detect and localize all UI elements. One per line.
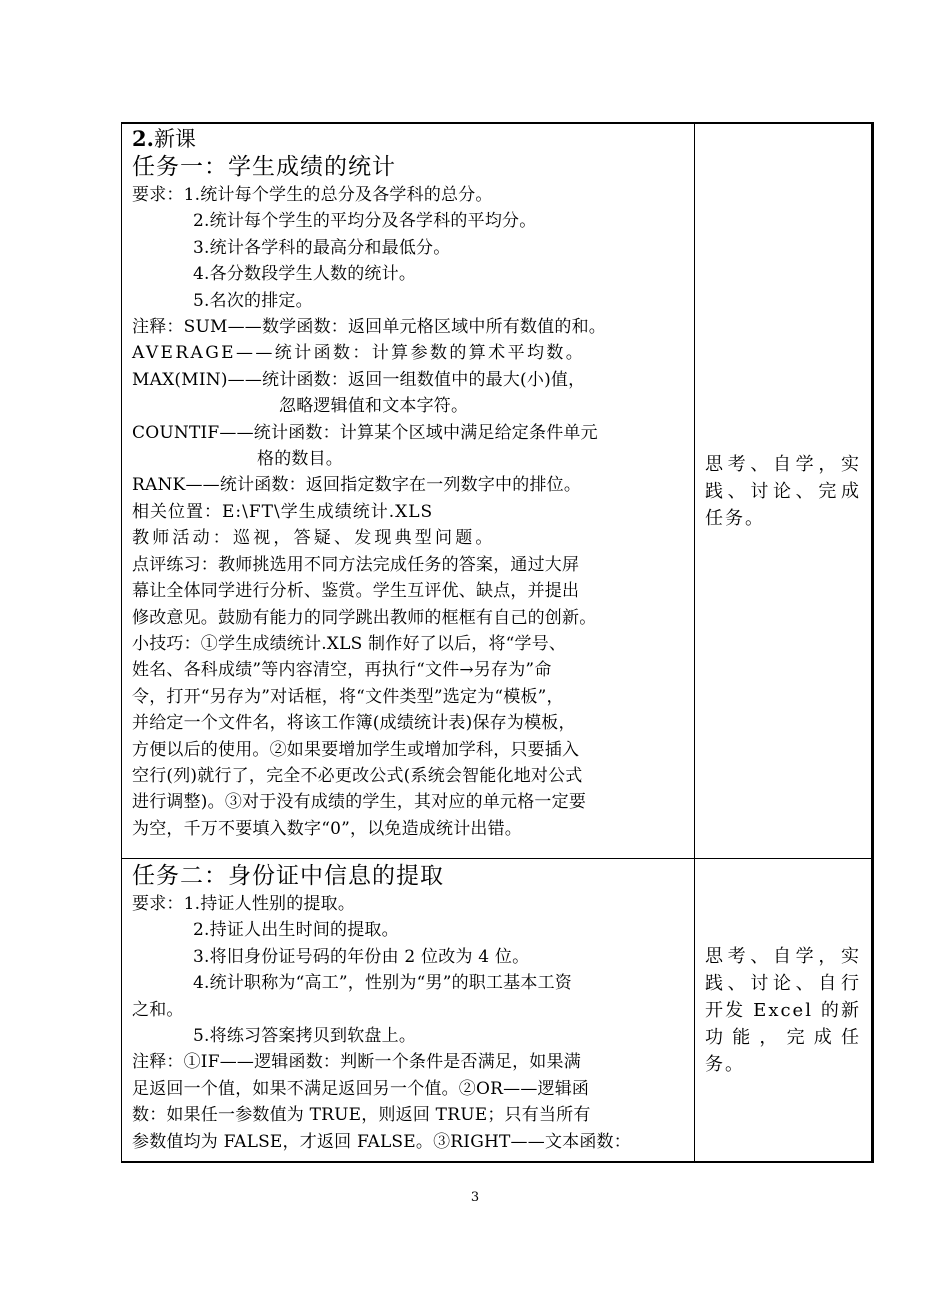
task1-content-cell (122, 123, 695, 859)
note-max-line2: 忽略逻辑值和文本字符。 (279, 396, 469, 417)
task2-req-3: 3.将旧身份证号码的年份由 2 位改为 4 位。 (193, 946, 530, 967)
page-number: 3 (470, 1190, 480, 1205)
section-title: 新课 (153, 127, 196, 151)
tips-line-3: 令，打开“另存为”对话框，将“文件类型”选定为“模板”， (132, 686, 564, 707)
task1-req-4: 4.各分数段学生人数的统计。 (193, 264, 417, 285)
teacher-activity: 教师活动：巡视，答疑、发现典型问题。 (132, 528, 496, 549)
task2-note-line-1: 注释：①IF——逻辑函数：判断一个条件是否满足，如果满 (132, 1052, 581, 1073)
section-number: 2. (132, 126, 154, 151)
task1-student-activity: 思考、自学，实践、讨论、完成任务。 (705, 453, 861, 529)
tips-line-4: 并给定一个文件名，将该工作簿(成绩统计表)保存为模板， (132, 713, 576, 734)
tips-line-2: 姓名、各科成绩”等内容清空，再执行“文件→另存为”命 (132, 660, 552, 681)
note-max-line1: MAX(MIN)——统计函数：返回一组数值中的最大(小)值， (132, 369, 586, 390)
tips-line-5: 方便以后的使用。②如果要增加学生或增加学科，只要插入 (132, 739, 580, 760)
task2-req-5: 5.将练习答案拷贝到软盘上。 (193, 1026, 417, 1047)
tips-line-1: 小技巧：①学生成绩统计.XLS 制作好了以后，将“学号、 (132, 633, 567, 654)
task2-req-4: 4.统计职称为“高工”，性别为“男”的职工基本工资 (193, 973, 572, 994)
task2-row (122, 859, 873, 1163)
review-line-2: 幕让全体同学进行分析、鉴赏。学生互评优、缺点，并提出 (132, 581, 580, 602)
task2-note-line-3: 数：如果任一参数值为 TRUE，则返回 TRUE；只有当所有 (132, 1105, 591, 1126)
note-rank: RANK——统计函数：返回指定数字在一列数字中的排位。 (132, 475, 582, 496)
task1-req-5: 5.名次的排定。 (193, 290, 313, 311)
task1-title: 任务一：学生成绩的统计 (132, 154, 396, 180)
tips-line-6: 空行(列)就行了，完全不必更改公式(系统会智能化地对公式 (132, 765, 583, 786)
task2-req-2: 2.持证人出生时间的提取。 (193, 920, 399, 941)
review-line-3: 修改意见。鼓励有能力的同学跳出教师的框框有自己的创新。 (132, 607, 597, 628)
note-average: AVERAGE——统计函数：计算参数的算术平均数。 (132, 343, 586, 364)
task1-req-1: 要求：1.统计每个学生的总分及各学科的总分。 (132, 185, 493, 205)
tips-line-8: 为空，千万不要填入数字“0”，以免造成统计出错。 (132, 818, 522, 839)
task1-activity-cell (695, 123, 873, 859)
task2-content-cell (122, 859, 695, 1163)
task2-activity-cell (695, 859, 873, 1163)
file-location: 相关位置：E:\FT\学生成绩统计.XLS (132, 501, 434, 522)
tips-line-7: 进行调整)。③对于没有成绩的学生，其对应的单元格一定要 (132, 792, 587, 813)
note-sum: 注释：SUM——数学函数：返回单元格区域中所有数值的和。 (132, 317, 606, 338)
review-line-1: 点评练习：教师挑选用不同方法完成任务的答案，通过大屏 (132, 554, 580, 575)
task1-req-3: 3.统计各学科的最高分和最低分。 (193, 237, 451, 258)
section-heading (132, 126, 688, 152)
task1-req-2: 2.统计每个学生的平均分及各学科的平均分。 (193, 211, 537, 232)
task2-req-4-cont: 之和。 (132, 999, 184, 1020)
task2-title: 任务二：身份证中信息的提取 (132, 863, 444, 889)
task2-note-line-2: 足返回一个值，如果不满足返回另一个值。②OR——逻辑函 (132, 1078, 590, 1099)
note-countif-line2: 格的数目。 (257, 449, 343, 470)
task2-req-1: 要求：1.持证人性别的提取。 (132, 894, 356, 914)
lesson-plan-table (121, 122, 874, 1163)
task2-note-line-4: 参数值均为 FALSE，才返回 FALSE。③RIGHT——文本函数： (132, 1131, 631, 1152)
note-countif-line1: COUNTIF——统计函数：计算某个区域中满足给定条件单元 (132, 422, 598, 443)
task2-student-activity: 思考、自学，实践、讨论、自行开发 Excel 的新功能，完成任务。 (705, 945, 861, 1075)
task1-row (122, 123, 873, 859)
